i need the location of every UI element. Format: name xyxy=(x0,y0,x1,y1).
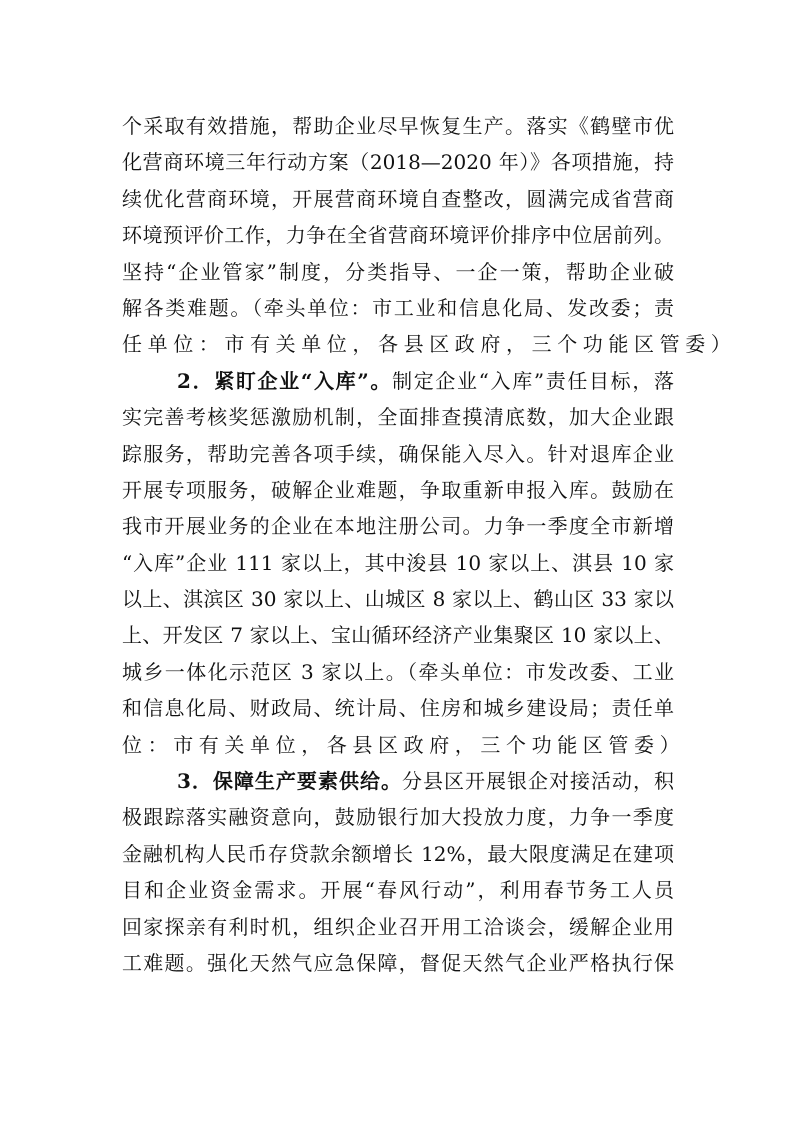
paragraph-2 xyxy=(122,363,686,763)
text-line: 金融机构人民币存贷款余额增长 12%，最大限度满足在建项 xyxy=(122,841,674,866)
text-line: 回家探亲有利时机，组织企业召开用工洽谈会，缓解企业用 xyxy=(122,914,674,939)
text-line: 以上、淇滨区 30 家以上、山城区 8 家以上、鹤山区 33 家以 xyxy=(122,587,674,612)
paragraph-1 xyxy=(122,108,737,363)
text-line: 化营商环境三年行动方案（2018—2020 年）》各项措施，持 xyxy=(122,150,674,175)
text-line: 工难题。强化天然气应急保障，督促天然气企业严格执行保 xyxy=(122,950,674,975)
section-heading: 2．紧盯企业“入库”。 xyxy=(177,368,393,393)
text-line: 解各类难题。（牵头单位：市工业和信息化局、发改委；责 xyxy=(122,295,674,320)
text-line: 上、开发区 7 家以上、宝山循环经济产业集聚区 10 家以上、 xyxy=(122,623,674,648)
text-line: 个采取有效措施，帮助企业尽早恢复生产。落实《鹤壁市优 xyxy=(122,114,674,138)
text-line: 踪服务，帮助完善各项手续，确保能入尽入。针对退库企业 xyxy=(122,441,674,466)
text-line: 任单位：市有关单位，各县区政府，三个功能区管委） xyxy=(122,332,737,357)
text-line: 实完善考核奖惩激励机制，全面排查摸清底数，加大企业跟 xyxy=(122,405,674,430)
text-line: 我市开展业务的企业在本地注册公司。力争一季度全市新增 xyxy=(122,514,674,539)
text-line: 续优化营商环境，开展营商环境自查整改，圆满完成省营商 xyxy=(122,186,674,211)
section-heading: 3．保障生产要素供给。 xyxy=(177,769,402,794)
text-line: 坚持“企业管家”制度，分类指导、一企一策，帮助企业破 xyxy=(122,259,674,284)
text-line: 目和企业资金需求。开展“春风行动”，利用春节务工人员 xyxy=(122,878,674,903)
text-line: 开展专项服务，破解企业难题，争取重新申报入库。鼓励在 xyxy=(122,477,674,502)
paragraph-3 xyxy=(122,763,674,981)
text-line: 极跟踪落实融资意向，鼓励银行加大投放力度，力争一季度 xyxy=(122,805,674,830)
text-run: 制定企业“入库”责任目标，落 xyxy=(392,368,674,393)
text-line: 位：市有关单位，各县区政府，三个功能区管委） xyxy=(122,732,686,757)
text-line: 和信息化局、财政局、统计局、住房和城乡建设局；责任单 xyxy=(122,696,674,721)
text-line: 城乡一体化示范区 3 家以上。（牵头单位：市发改委、工业 xyxy=(122,659,674,684)
text-line: “入库”企业 111 家以上，其中浚县 10 家以上、淇县 10 家 xyxy=(122,550,674,575)
document-page xyxy=(122,108,737,981)
text-run: 分县区开展银企对接活动，积 xyxy=(401,769,674,794)
text-line xyxy=(122,763,674,799)
text-line xyxy=(122,363,674,399)
text-line: 环境预评价工作，力争在全省营商环境评价排序中位居前列。 xyxy=(122,223,674,248)
